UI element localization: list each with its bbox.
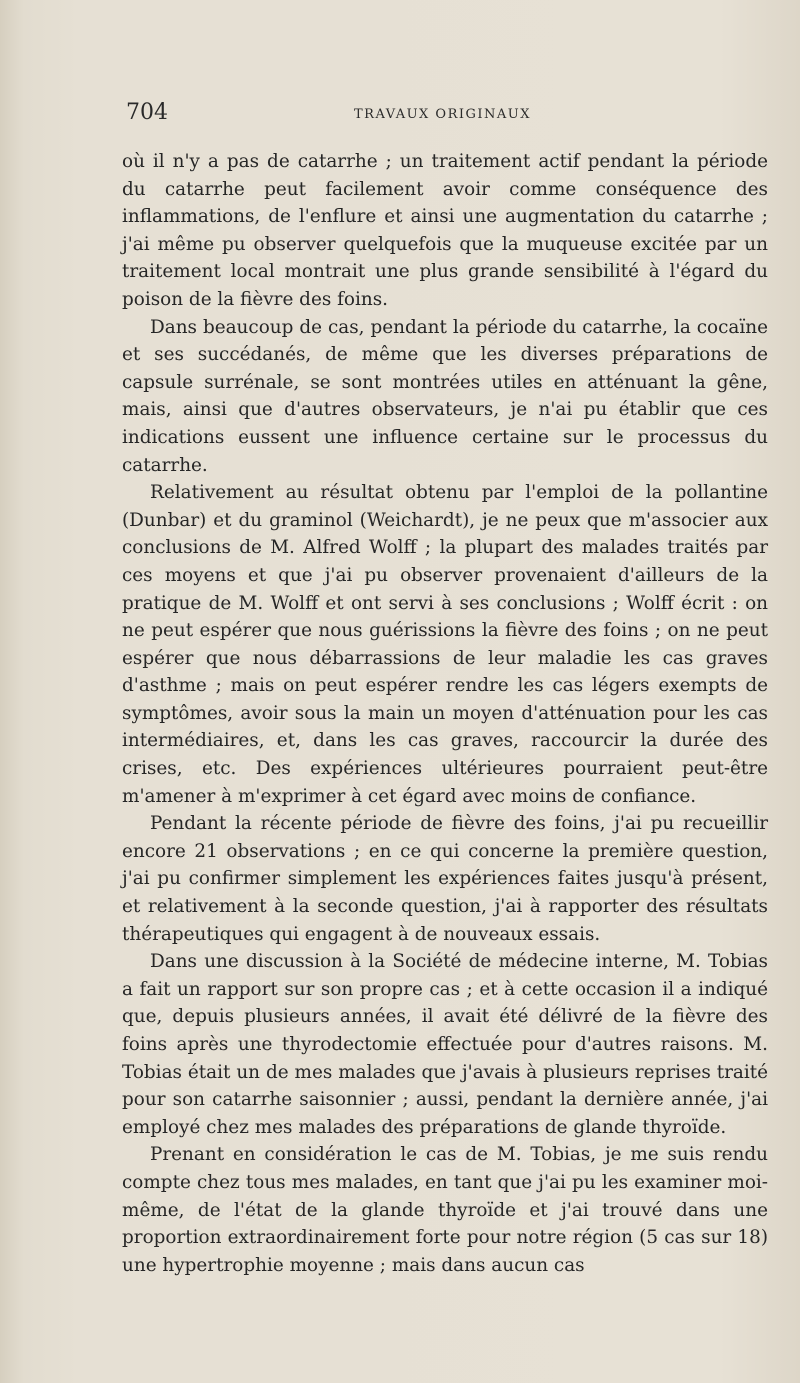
page-number: 704 (126, 100, 168, 125)
paragraph: Dans beaucoup de cas, pendant la période du catarrhe, la cocaïne et ses succédanés, de même que les diverses préparations de capsule surrénale, se sont montrées utiles en atténuant la gêne, mais, ainsi que d'autres observateurs, je n'ai pu établir que ces indications eussent une influence certaine sur le processus du catarrhe. (122, 316, 768, 476)
body-text (122, 148, 768, 1279)
paragraph: Pendant la récente période de fièvre des foins, j'ai pu recueillir encore 21 observations ; en ce qui concerne la première question, j'ai pu confirmer simplement les expériences faites jusqu'à présent, et relativement à la seconde question, j'ai à rapporter des résultats thérapeutiques qui engagent à de nouveaux essais. (122, 813, 768, 945)
running-title: TRAVAUX ORIGINAUX (354, 107, 532, 122)
paragraph: Dans une discussion à la Société de médecine interne, M. Tobias a fait un rapport sur son propre cas ; et à cette occasion il a indiqué que, depuis plusieurs années, il avait été délivré de la fièvre des foins après une thyrodectomie effectuée pour d'autres raisons. M. Tobias était un de mes malades que j'avais à plusieurs reprises traité pour son catarrhe saisonnier ; aussi, pendant la dernière année, j'ai employé chez mes malades des préparations de glande thyroïde. (122, 951, 768, 1138)
paragraph: Relativement au résultat obtenu par l'emploi de la pollantine (Dunbar) et du graminol (Weichardt), je ne peux que m'associer aux conclusions de M. Alfred Wolff ; la plupart des malades traités par ces moyens et que j'ai pu observer provenaient d'ailleurs de la pratique de M. Wolff et ont servi à ses conclusions ; Wolff écrit : on ne peut espérer que nous guérissions la fièvre des foins ; on ne peut espérer que nous débarrassions de leur maladie les cas graves d'asthme ; mais on peut espérer rendre les cas légers exempts de symptômes, avoir sous la main un moyen d'atténuation pour les cas intermédiaires, et, dans les cas graves, raccourcir la durée des crises, etc. Des expériences ultérieures pourraient peut-être m'amener à m'exprimer à cet égard avec moins de confiance. (122, 482, 768, 807)
paragraph: où il n'y a pas de catarrhe ; un traitement actif pendant la période du catarrhe peut facilement avoir comme conséquence des inflammations, de l'enflure et ainsi une augmentation du catarrhe ; j'ai même pu observer quelquefois que la muqueuse excitée par un traitement local montrait une plus grande sensibilité à l'égard du poison de la fièvre des foins. (122, 151, 768, 310)
page-header (126, 100, 766, 132)
paragraph: Prenant en considération le cas de M. Tobias, je me suis rendu compte chez tous mes malades, en tant que j'ai pu les examiner moi-même, de l'état de la glande thyroïde et j'ai trouvé dans une proportion extraordinairement forte pour notre région (5 cas sur 18) une hypertrophie moyenne ; mais dans aucun cas (122, 1144, 768, 1276)
